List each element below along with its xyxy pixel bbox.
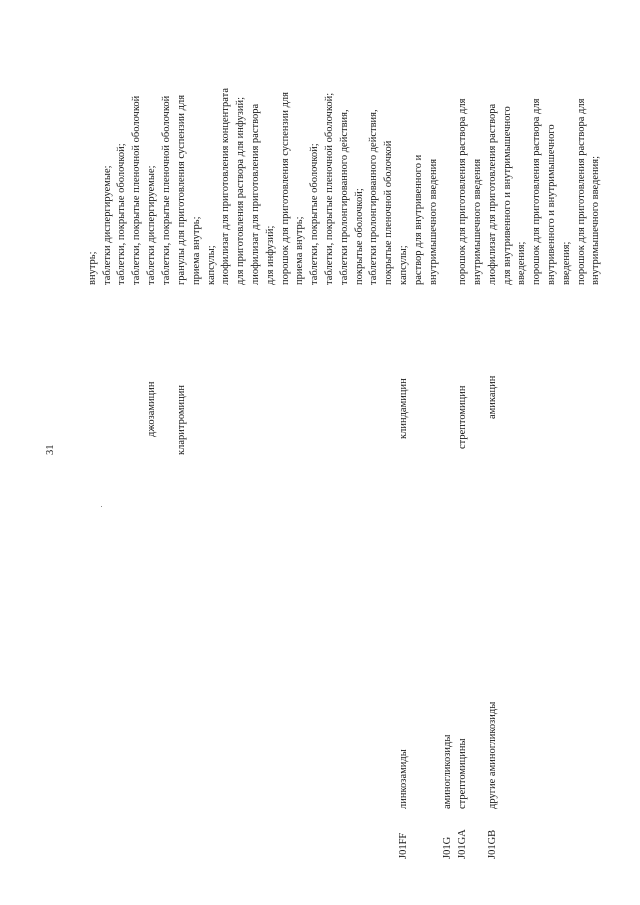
atc-code: J01G — [442, 836, 453, 859]
dosage-form-line: таблетки диспергируемые; — [102, 165, 113, 285]
dosage-form-line: таблетки, покрытые пленочной оболочкой — [131, 95, 142, 285]
dosage-form-line: таблетки, покрытые оболочкой; — [309, 143, 320, 285]
dosage-form-line: капсулы; — [206, 245, 217, 285]
drug-name: стрептомицин — [457, 385, 468, 449]
dosage-form-line: таблетки, покрытые оболочкой; — [116, 143, 127, 285]
dosage-form-line: для внутривенного и внутримышечного — [502, 106, 513, 285]
atc-group: линкозамиды — [398, 749, 409, 809]
dosage-form-line: лиофилизат для приготовления раствора — [487, 103, 498, 285]
dosage-form-line: порошок для приготовления раствора для — [576, 98, 587, 285]
dosage-form-line: введения; — [561, 241, 572, 285]
dosage-form-line: порошок для приготовления раствора для — [457, 98, 468, 285]
dosage-form-line: покрытые оболочкой; — [354, 188, 365, 285]
dosage-form-line: внутривенного и внутримышечного — [546, 124, 557, 285]
dosage-form-line: порошок для приготовления суспензии для — [280, 92, 291, 285]
drug-name: джозамицин — [146, 381, 157, 437]
dosage-form-line: приема внутрь; — [294, 216, 305, 285]
dosage-form-line: внутрь; — [87, 251, 98, 285]
dosage-form-line: внутримышечного введения; — [590, 155, 601, 285]
scan-speck — [101, 506, 102, 507]
dosage-form-line: таблетки, покрытые пленочной оболочкой; — [324, 92, 335, 285]
dosage-form-line: порошок для приготовления раствора для — [531, 98, 542, 285]
atc-group: стрептомицины — [457, 738, 468, 809]
atc-code: J01GA — [457, 829, 468, 859]
drug-name: клиндамицин — [398, 378, 409, 439]
dosage-form-line: лиофилизат для приготовления раствора — [250, 103, 261, 285]
dosage-form-line: для инфузий; — [265, 225, 276, 285]
dosage-form-line: капсулы; — [398, 245, 409, 285]
atc-code: J01FF — [398, 832, 409, 859]
dosage-form-line: раствор для внутривенного и — [413, 154, 424, 285]
dosage-form-line: таблетки пролонгированного действия, — [339, 109, 350, 285]
drug-name: амикацин — [487, 375, 498, 419]
page-number: 31 — [45, 444, 56, 455]
dosage-form-line: внутримышечного введения — [428, 158, 439, 285]
dosage-form-line: таблетки пролонгированного действия, — [368, 109, 379, 285]
dosage-form-line: таблетки диспергируемые; — [146, 165, 157, 285]
atc-code: J01GB — [487, 829, 498, 859]
dosage-form-line: таблетки, покрытые пленочной оболочкой — [161, 95, 172, 285]
dosage-form-line: приема внутрь; — [191, 216, 202, 285]
dosage-form-line: для приготовления раствора для инфузий; — [235, 97, 246, 285]
atc-group: другие аминогликозиды — [487, 701, 498, 809]
dosage-form-line: введения; — [516, 241, 527, 285]
atc-group: аминогликозиды — [442, 734, 453, 809]
drug-name: кларитромицин — [176, 384, 187, 455]
dosage-form-line: гранулы для приготовления суспензии для — [176, 94, 187, 285]
dosage-form-line: покрытые пленочной оболочкой — [383, 140, 394, 285]
dosage-form-line: лиофилизат для приготовления концентрата — [220, 87, 231, 285]
dosage-form-line: внутримышечного введения — [472, 158, 483, 285]
